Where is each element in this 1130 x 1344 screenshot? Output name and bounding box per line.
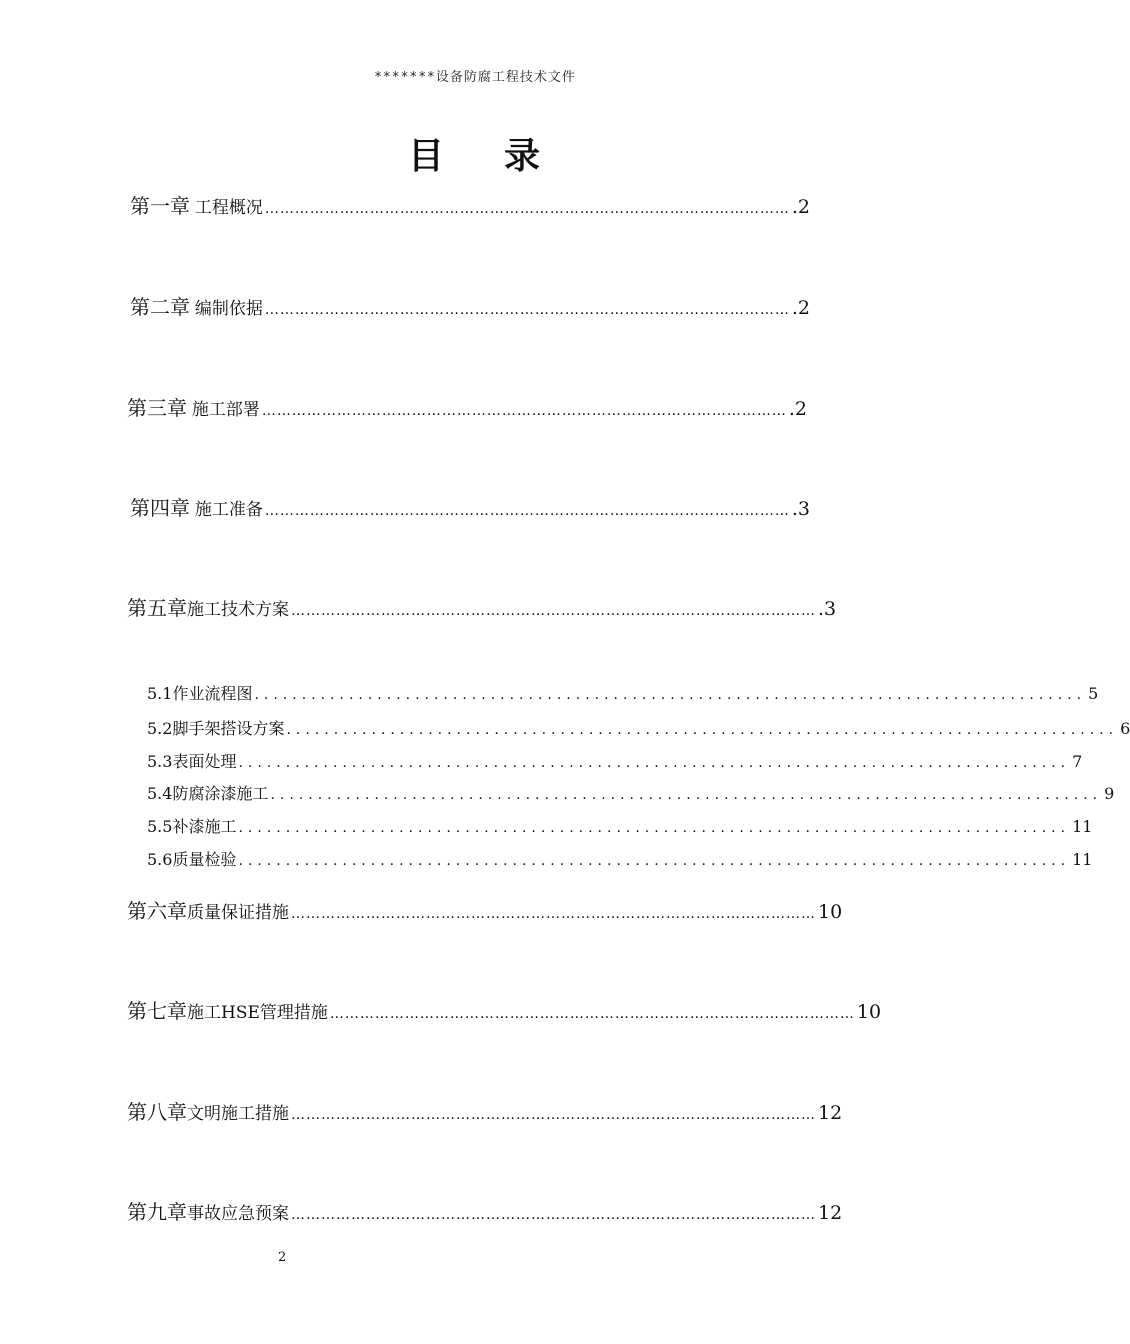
dot-leader: ……………………………………………………………………………………………	[291, 1107, 816, 1123]
chapter-page: 10	[818, 901, 843, 923]
toc-entry-section-5-1[interactable]	[147, 681, 1099, 704]
dot-leader: ……………………………………………………………………………………………	[264, 503, 790, 519]
section-page: 11	[1072, 850, 1093, 869]
document-header: *******设备防腐工程技术文件	[374, 70, 576, 85]
chapter-number: 第四章	[130, 496, 190, 520]
toc-entry-chapter-9[interactable]	[127, 1196, 843, 1225]
section-label: 5.1作业流程图	[147, 684, 253, 703]
section-label: 5.6质量检验	[147, 850, 237, 869]
section-page: 6	[1120, 719, 1130, 738]
chapter-number: 第六章	[127, 899, 187, 923]
dot-leader: ........................................................................................	[270, 787, 1103, 803]
chapter-page: .2	[788, 398, 807, 420]
toc-title-left: 目	[407, 136, 446, 177]
chapter-number: 第三章	[127, 396, 187, 420]
chapter-page: .3	[818, 598, 837, 620]
chapter-page: 10	[856, 1001, 882, 1023]
chapter-number: 第五章	[127, 596, 187, 620]
dot-leader: ……………………………………………………………………………………………	[291, 603, 816, 619]
chapter-name: 工程概况	[194, 198, 263, 218]
dot-leader: ........................................................................................	[254, 687, 1087, 703]
page-number: 2	[278, 1250, 287, 1265]
toc-entry-section-5-6[interactable]	[147, 847, 1093, 870]
toc-title	[0, 128, 950, 179]
toc-entry-chapter-2[interactable]	[130, 291, 810, 320]
chapter-name: 施工准备	[194, 500, 263, 520]
toc-entry-chapter-6[interactable]	[127, 895, 843, 924]
chapter-name: 施工HSE管理措施	[187, 1003, 328, 1023]
section-page: 7	[1072, 752, 1083, 771]
dot-leader: ........................................................................................	[238, 820, 1071, 836]
toc-entry-section-5-3[interactable]	[147, 749, 1083, 772]
dot-leader: ........................................................................................	[238, 755, 1071, 771]
chapter-number: 第一章	[130, 194, 190, 218]
section-page: 5	[1088, 684, 1099, 703]
section-label: 5.3表面处理	[147, 752, 237, 771]
dot-leader: ……………………………………………………………………………………………	[261, 403, 787, 419]
chapter-page: .3	[791, 498, 810, 520]
chapter-number: 第二章	[130, 295, 190, 319]
chapter-page: 12	[818, 1102, 843, 1124]
toc-title-right: 录	[504, 136, 543, 177]
chapter-name: 文明施工措施	[187, 1104, 289, 1124]
chapter-page: .2	[791, 196, 810, 218]
toc-entry-section-5-4[interactable]	[147, 781, 1115, 804]
toc-entry-section-5-5[interactable]	[147, 814, 1093, 837]
section-label: 5.2脚手架搭设方案	[147, 719, 285, 738]
dot-leader: ........................................................................................	[286, 722, 1119, 738]
toc-entry-chapter-1[interactable]	[130, 190, 810, 219]
chapter-name: 编制依据	[194, 299, 263, 319]
section-page: 9	[1104, 784, 1115, 803]
section-page: 11	[1072, 817, 1093, 836]
chapter-page: .2	[791, 297, 810, 319]
section-label: 5.5补漆施工	[147, 817, 237, 836]
toc-entry-chapter-7[interactable]	[127, 995, 882, 1024]
section-label: 5.4防腐涂漆施工	[147, 784, 269, 803]
dot-leader: ........................................................................................	[238, 853, 1071, 869]
chapter-name: 事故应急预案	[187, 1204, 289, 1224]
dot-leader: ……………………………………………………………………………………………	[291, 906, 816, 922]
dot-leader: ……………………………………………………………………………………………	[264, 302, 790, 318]
chapter-number: 第九章	[127, 1200, 187, 1224]
toc-entry-chapter-3[interactable]	[127, 392, 807, 421]
dot-leader: ……………………………………………………………………………………………	[329, 1006, 855, 1022]
chapter-number: 第八章	[127, 1100, 187, 1124]
chapter-page: 12	[818, 1202, 843, 1224]
toc-entry-chapter-5[interactable]	[127, 592, 837, 621]
dot-leader: ……………………………………………………………………………………………	[291, 1207, 816, 1223]
dot-leader: ……………………………………………………………………………………………	[264, 201, 790, 217]
chapter-number: 第七章	[127, 999, 187, 1023]
chapter-name: 质量保证措施	[187, 903, 289, 923]
toc-entry-chapter-8[interactable]	[127, 1096, 843, 1125]
chapter-name: 施工部署	[191, 400, 260, 420]
toc-entry-section-5-2[interactable]	[147, 716, 1130, 739]
toc-entry-chapter-4[interactable]	[130, 492, 810, 521]
chapter-name: 施工技术方案	[187, 600, 289, 620]
